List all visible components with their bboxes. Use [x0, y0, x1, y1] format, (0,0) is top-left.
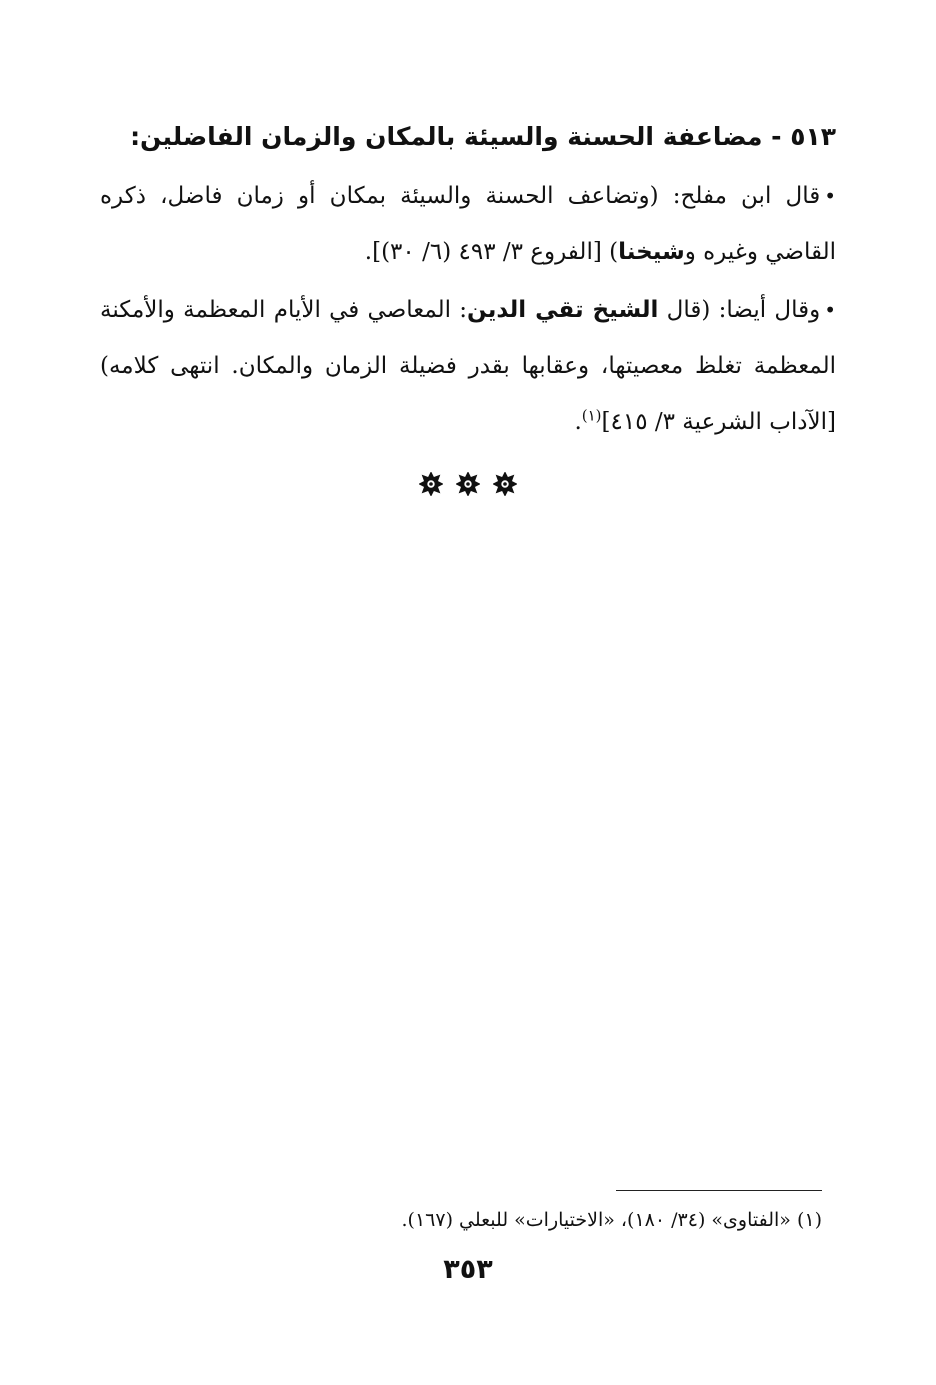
bullet-icon: •	[824, 184, 836, 208]
paragraph-text-end: ) [الفروع ٣/ ٤٩٣ (٦/ ٣٠)].	[364, 239, 619, 265]
main-text	[100, 112, 836, 452]
bullet-icon: •	[824, 298, 836, 322]
quote-paragraph-taqi-aldin	[100, 282, 836, 450]
paragraph-text: وقال أيضا: (قال	[658, 297, 821, 323]
page-number: ٣٥٣	[443, 1254, 493, 1285]
paragraph-terminator: .	[574, 409, 582, 435]
footnote: (١) «الفتاوى» (٣٤/ ١٨٠)، «الاختيارات» للبعلي (١٦٧).	[401, 1209, 822, 1231]
flower-ornament-icon	[493, 472, 517, 496]
flower-ornament-icon	[419, 472, 443, 496]
section-heading: ٥١٣ - مضاعفة الحسنة والسيئة بالمكان والزمان الفاضلين:	[130, 122, 836, 151]
paragraph-text-end: : المعاصي في الأيام المعظمة والأمكنة المعظمة تغلظ معصيتها، وعقابها بقدر فضيلة الزمان والمكان. انتهى كلامه) [الآداب الشرعية ٣/ ٤١٥]	[100, 297, 836, 435]
quote-paragraph-ibn-muflih	[100, 168, 836, 280]
paragraph-bold-text: شيخنا	[618, 239, 685, 265]
paragraph-text: قال ابن مفلح: (وتضاعف الحسنة والسيئة بمكان أو زمان فاضل، ذكره القاضي وغيره و	[100, 183, 836, 265]
flower-ornament-icon	[456, 472, 480, 496]
footnote-reference: (١)	[581, 406, 602, 425]
footnote-separator	[616, 1190, 822, 1191]
section-divider-ornaments	[0, 472, 936, 500]
paragraph-bold-text: الشيخ تقي الدين	[467, 297, 659, 323]
